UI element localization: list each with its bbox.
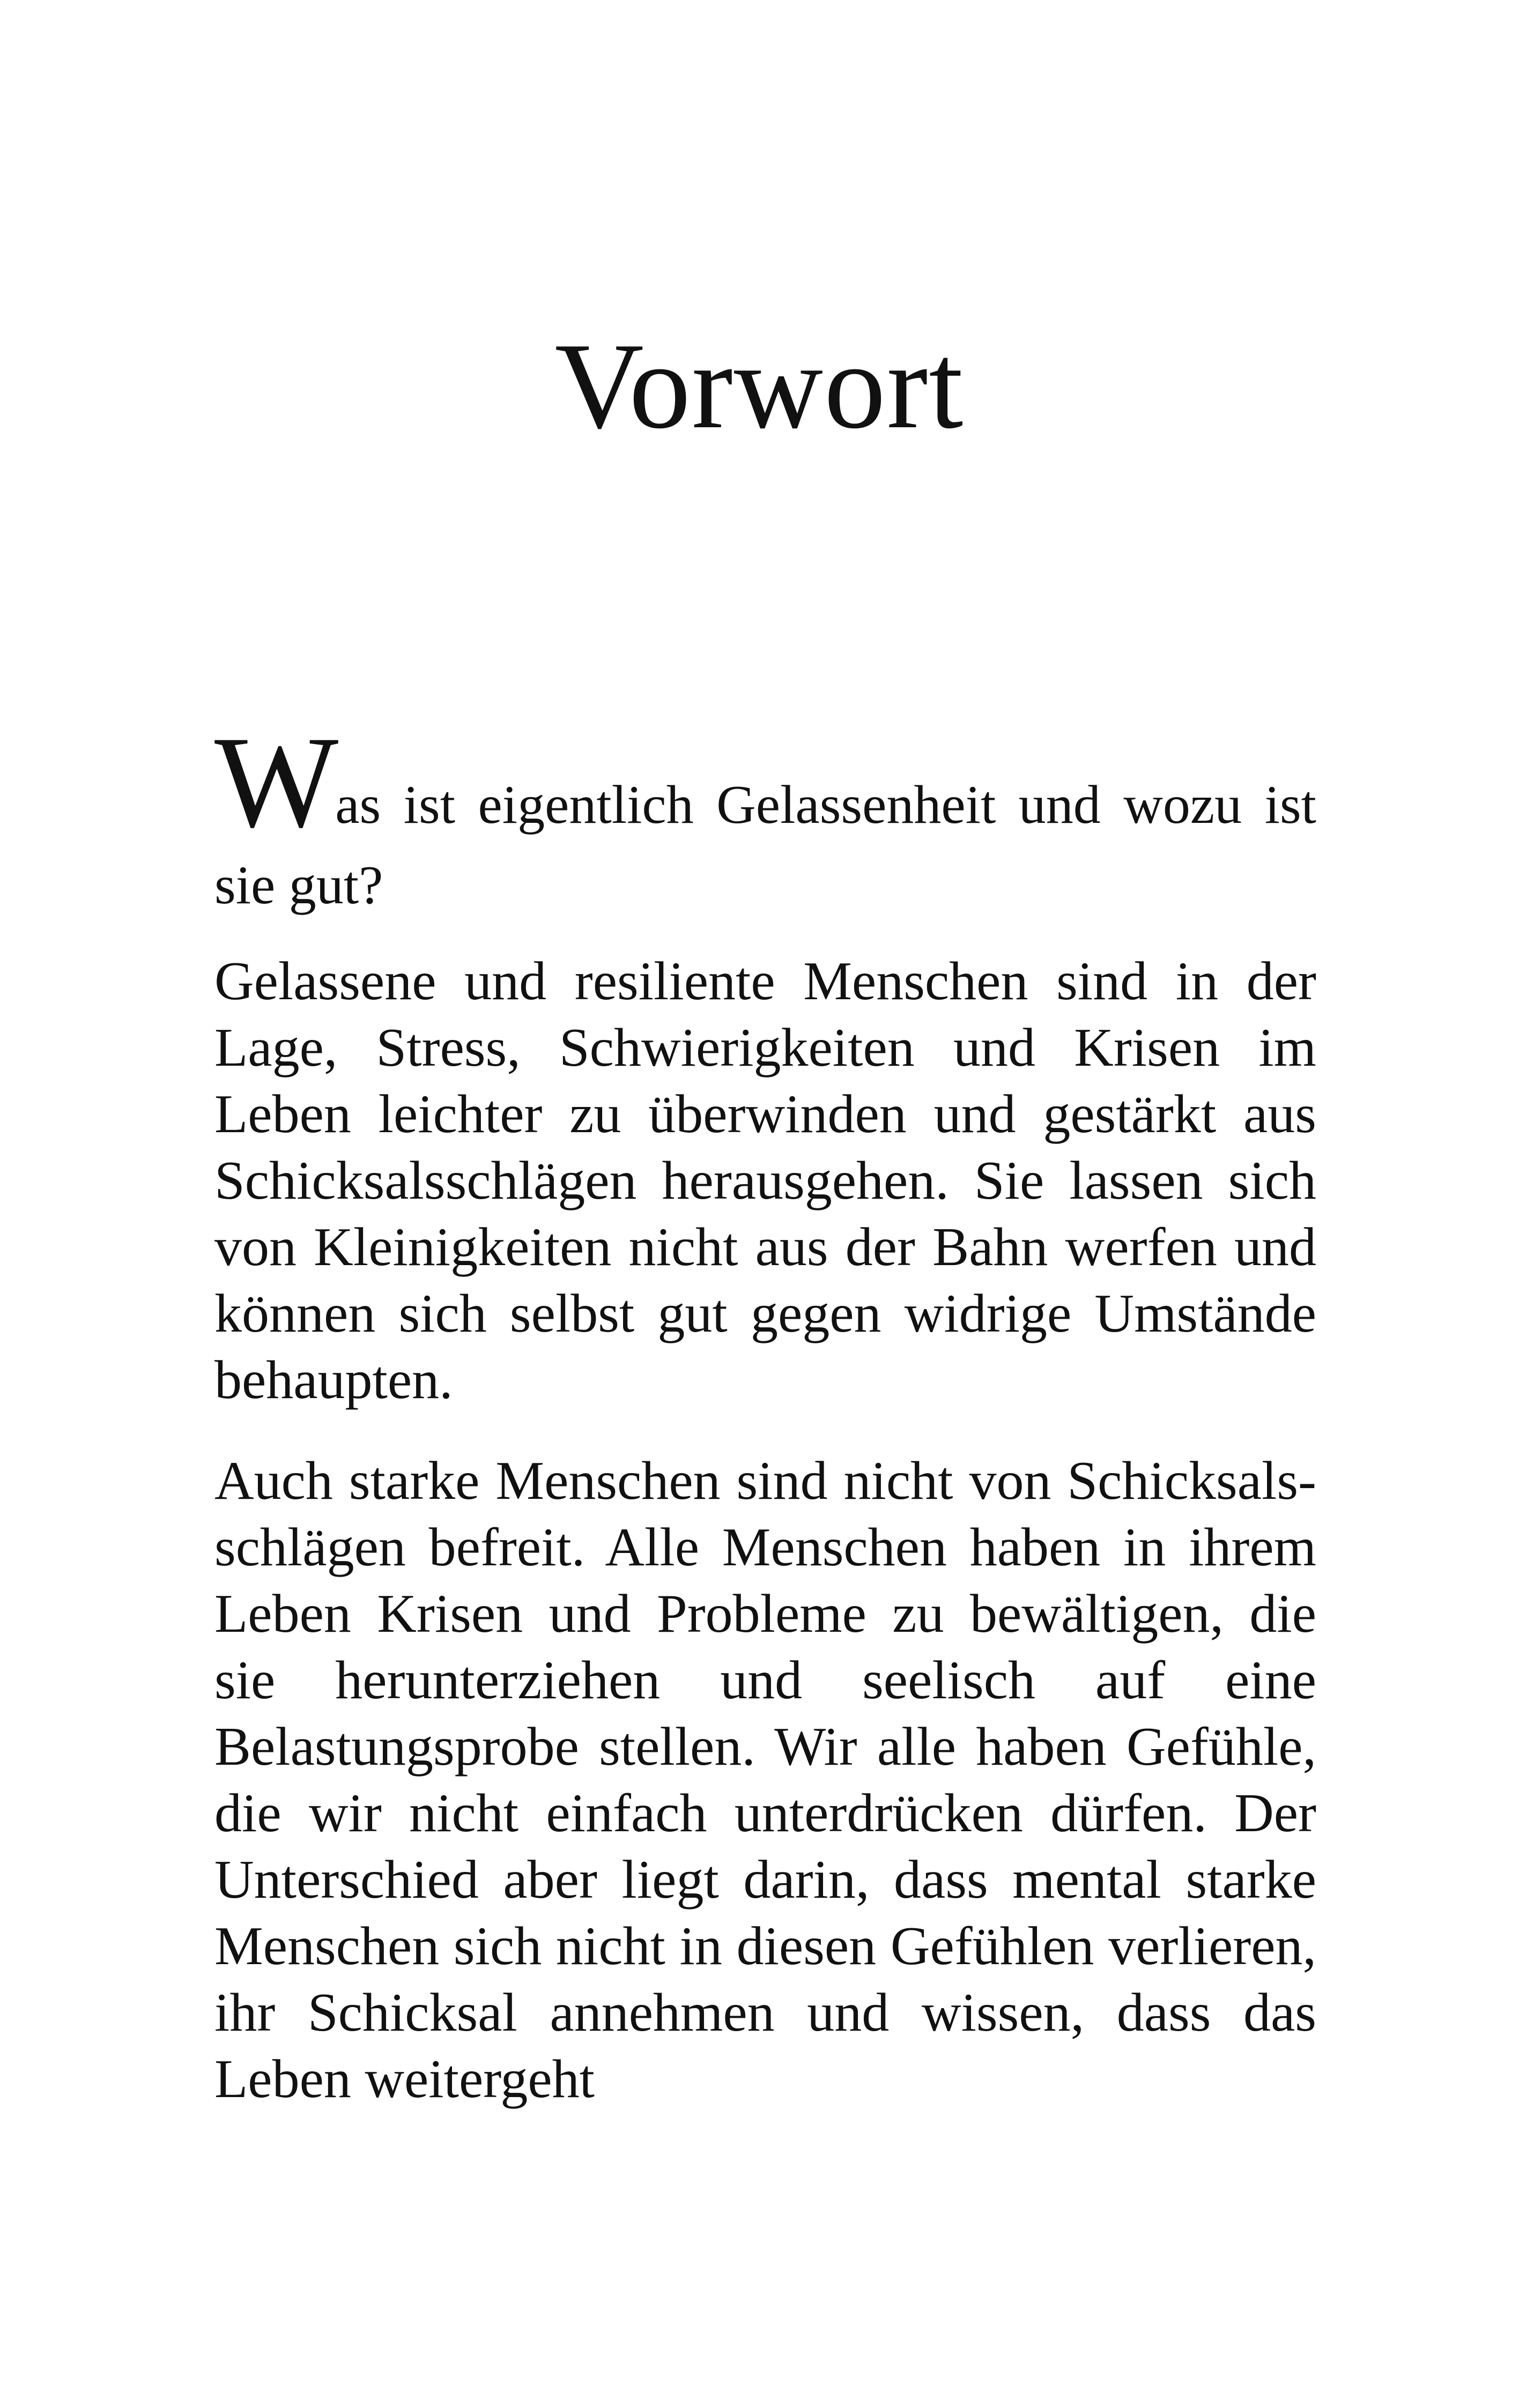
- paragraph-1: [214, 709, 1316, 926]
- paragraph-1-text: as ist eigentlich Gelassenheit und wozu ist sie gut?: [214, 775, 1316, 916]
- paragraph-2: Gelassene und resiliente Menschen sind in der Lage, Stress, Schwierigkeiten und Krisen im Leben leichter zu überwinden und gestärkt aus Schicksalsschlägen herausgehen. Sie lassen sich von Kleinigkeiten nicht aus der Bahn werfen und können sich selbst gut gegen widrige Umstände behaupten.: [214, 951, 1316, 1410]
- drop-cap: W: [214, 709, 336, 854]
- body-text: [214, 709, 1316, 2113]
- chapter-title: Vorwort: [554, 317, 965, 454]
- paragraph-3: Auch starke Menschen sind nicht von Schicksalsschlägen befreit. Alle Menschen haben in ihrem Leben Krisen und Probleme zu bewältigen, die sie herunterziehen und seelisch auf eine Belastungsprobe stellen. Wir alle haben Gefühle, die wir nicht einfach unterdrücken dürfen. Der Unterschied aber liegt darin, dass mental starke Menschen sich nicht in diesen Gefühlen verlieren, ihr Schicksal annehmen und wissen, dass das Leben weitergeht: [214, 1451, 1316, 2109]
